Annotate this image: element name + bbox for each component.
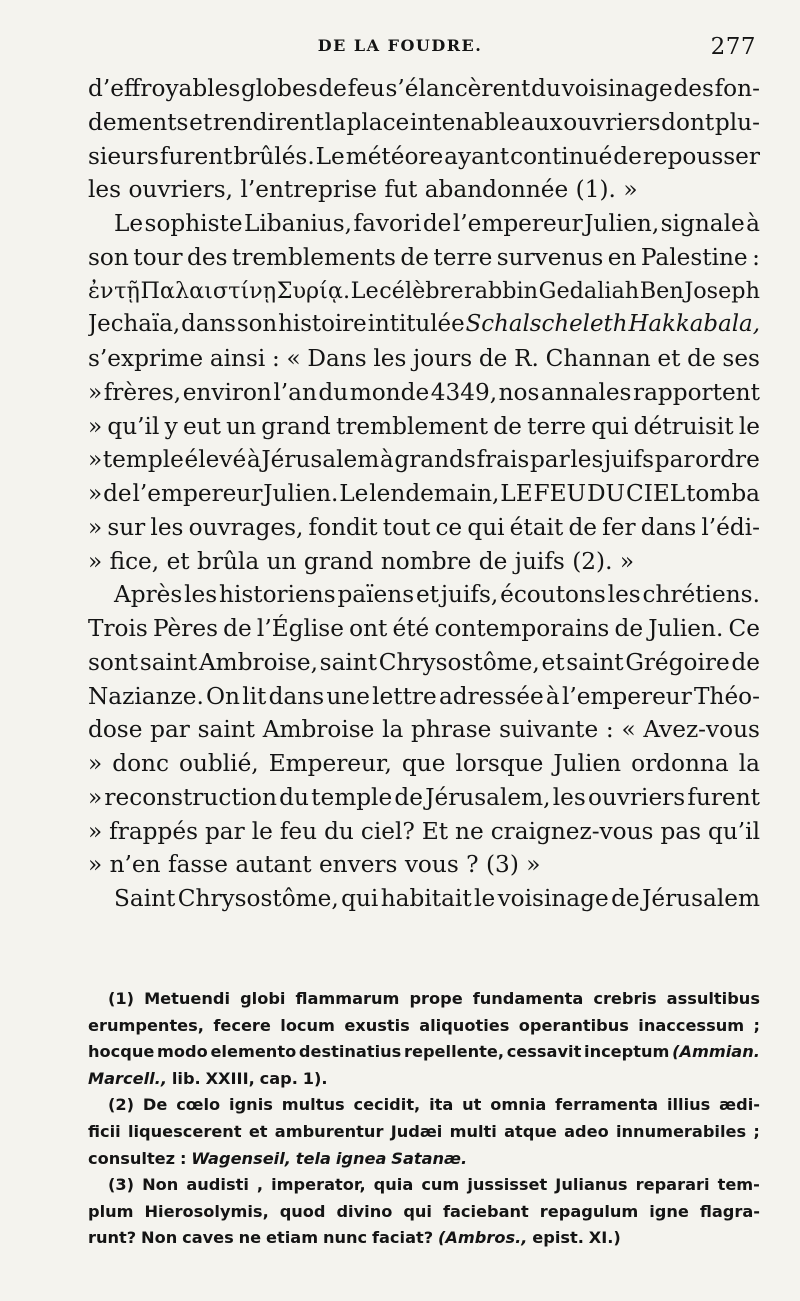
text-line: Après les historiens païens et juifs, écoutons les chrétiens. <box>114 581 760 609</box>
footnote-line: Marcell., lib. XXIII, cap. 1). <box>88 1068 328 1088</box>
text-line: » de l’empereur Julien. Le lendemain, LE FEU DU CIEL tomba <box>88 480 760 507</box>
text-line: » fice, et brûla un grand nombre de juifs (2). » <box>88 547 635 575</box>
text-line: les ouvriers, l’entreprise fut abandonnée (1). » <box>88 176 638 204</box>
text-line: Saint Chrysostôme, qui habitait le voisinage de Jérusalem <box>114 885 760 912</box>
text-line: » frères, environ l’an du monde 4349, nos annales rapportent <box>88 378 760 406</box>
footnote-line: runt? Non caves ne etiam nunc faciat? (Ambros., epist. XI.) <box>88 1228 621 1248</box>
footnote-line: ficii liquescerent et amburentur Judæi multi atque adeo innumerabiles ; <box>88 1121 760 1141</box>
text-line: » frappés par le feu du ciel? Et ne craignez-vous pas qu’il <box>88 817 760 845</box>
footnote-line: hocque modo elemento destinatius repellente, cessavit inceptum (Ammian. <box>88 1042 760 1062</box>
body-text <box>88 72 760 916</box>
text-line: dements et rendirent la place intenable aux ouvriers dont plu- <box>88 108 760 136</box>
text-line: » sur les ouvrages, fondit tout ce qui était de fer dans l’édi- <box>88 513 760 541</box>
text-line: sont saint Ambroise, saint Chrysostôme, et saint Grégoire de <box>88 648 760 676</box>
text-line: » temple élevé à Jérusalem à grands frais par les juifs par ordre <box>88 446 760 474</box>
text-line: Le sophiste Libanius, favori de l’empereur Julien, signale à <box>114 210 760 237</box>
footnote-line: (1) Metuendi globi flammarum prope fundamenta crebris assultibus <box>108 989 760 1008</box>
text-line: Jechaïa, dans son histoire intitulée Schalscheleth Hakkabala, <box>88 311 760 338</box>
text-line: Trois Pères de l’Église ont été contemporains de Julien. Ce <box>88 615 760 642</box>
footnotes <box>88 986 760 1252</box>
text-line: Nazianze. On lit dans une lettre adressée à l’empereur Théo- <box>88 682 760 710</box>
footnote-line: erumpentes, fecere locum exustis aliquoties operantibus inaccessum ; <box>88 1015 760 1035</box>
text-line: dose par saint Ambroise la phrase suivante : « Avez-vous <box>88 716 760 744</box>
text-line: » reconstruction du temple de Jérusalem, les ouvriers furent <box>88 783 760 811</box>
text-line: sieurs furent brûlés. Le météore ayant continué de repousser <box>88 142 760 170</box>
text-line: » donc oublié, Empereur, que lorsque Julien ordonna la <box>88 750 760 777</box>
text-line: ἐν τῇ Παλαιστίνῃ Συρίᾳ. Le célèbre rabbin Gedaliah Ben Joseph <box>88 277 760 304</box>
footnote-line: plum Hierosolymis, quod divino qui faciebant repagulum igne flagra- <box>88 1201 760 1221</box>
text-line: » qu’il y eut un grand tremblement de terre qui détruisit le <box>88 412 760 440</box>
footnote-line: consultez : Wagenseil, tela ignea Satanæ. <box>88 1148 468 1168</box>
text-line: son tour des tremblements de terre survenus en Palestine : <box>88 243 760 271</box>
text-line: d’effroyables globes de feu s’élancèrent du voisinage des fon- <box>88 75 760 102</box>
footnote-line: (2) De cœlo ignis multus cecidit, ita ut omnia ferramenta illius ædi- <box>108 1095 760 1115</box>
text-line: » n’en fasse autant envers vous ? (3) » <box>88 851 541 879</box>
footnote-line: (3) Non audisti , imperator, quia cum jussisset Julianus reparari tem- <box>108 1175 760 1195</box>
page-header <box>0 34 800 64</box>
text-line: s’exprime ainsi : « Dans les jours de R. Channan et de ses <box>88 345 760 372</box>
page-number: 277 <box>710 34 756 60</box>
running-title: DE LA FOUDRE. <box>317 36 483 55</box>
